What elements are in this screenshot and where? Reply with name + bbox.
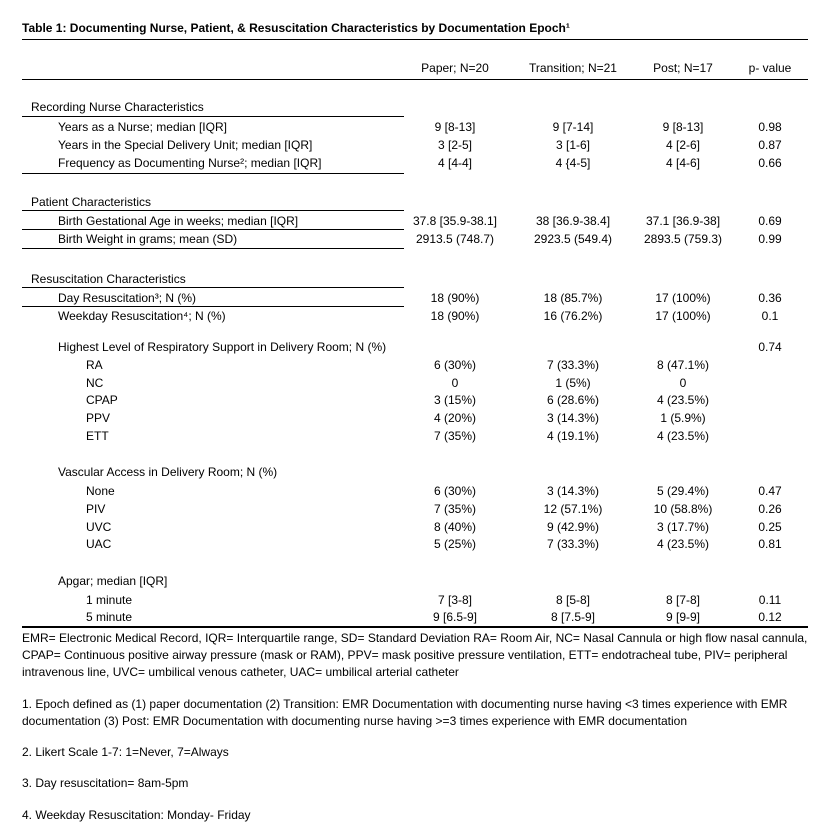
subheading-vascular: Vascular Access in Delivery Room; N (%) [58,465,278,479]
table-bottom-rule [22,626,808,628]
section-end-rule-nurse [22,173,404,174]
col-header-post: Post; N=17 [653,61,713,75]
col-header-transition: Transition; N=21 [529,61,617,75]
footnote-4: 4. Weekday Resuscitation: Monday- Friday [22,808,251,822]
row-rule-patient [22,229,404,230]
footnote-2: 2. Likert Scale 1-7: 1=Never, 7=Always [22,745,229,759]
footnote-1: 1. Epoch defined as (1) paper documentation (2) Transition: EMR Documentation with documenting nurse having <3 times experience with EMR documentation (3) Post: EMR Documentation with documenting nurse having >=3 times experience with EMR documentation [22,697,788,728]
section-rule-patient [22,210,404,211]
subheading-apgar: Apgar; median [IQR] [58,574,168,588]
section-end-rule-patient [22,248,404,249]
abbreviations-note: EMR= Electronic Medical Record, IQR= Interquartile range, SD= Standard Deviation RA= Room Air, NC= Nasal Cannula or high flow nasal cannula, CPAP= Continuous positive airway pressure (mask or RAM), PPV= mask positive pressure ventilation, ETT= endotracheal tube, PIV= peripheral intravenous line, UVC= umbilical venous catheter, UAC= umbilical arterial catheter [22,631,808,679]
section-rule-resuscitation [22,287,404,288]
table-title: Table 1: Documenting Nurse, Patient, & Resuscitation Characteristics by Documentation Epoch¹ [22,21,570,35]
section-heading-nurse: Recording Nurse Characteristics [31,100,204,114]
section-rule-nurse [22,116,404,117]
section-heading-resuscitation: Resuscitation Characteristics [31,272,186,286]
subheading-resp-support: Highest Level of Respiratory Support in Delivery Room; N (%) [58,340,387,354]
col-header-p-value: p- value [748,61,792,75]
header-rule [22,79,808,80]
footnote-3: 3. Day resuscitation= 8am-5pm [22,776,189,790]
title-rule [22,39,808,40]
section-heading-patient: Patient Characteristics [31,195,152,209]
row-rule-resuscitation [22,306,404,307]
col-header-paper: Paper; N=20 [421,61,489,75]
